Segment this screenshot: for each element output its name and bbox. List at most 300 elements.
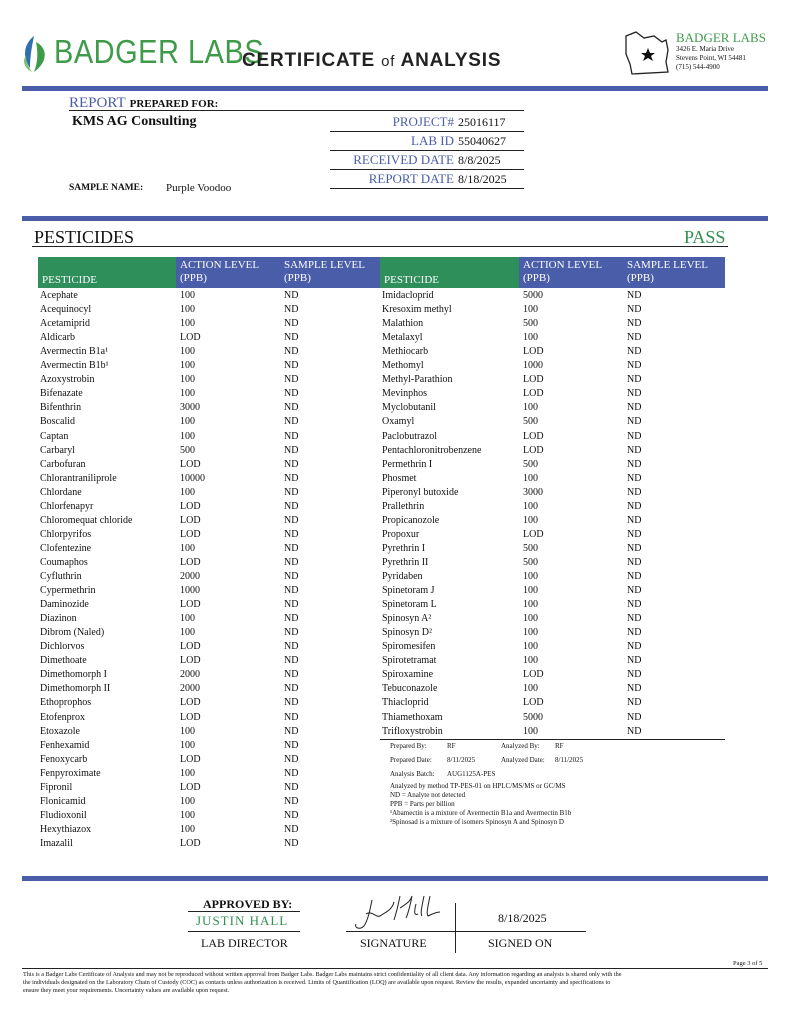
sample-level: ND [284,837,299,849]
sample-level: ND [627,444,642,456]
pesticide-name: Fipronil [40,781,73,793]
sample-level: ND [284,823,299,835]
pesticide-name: Fenpyroximate [40,767,101,779]
pesticide-name: Spiromesifen [382,641,436,653]
pesticide-name: Spinetoram J [382,585,435,597]
sample-level: ND [627,388,642,400]
action-level: 100 [180,613,195,625]
pesticide-name: Paclobutrazol [382,430,437,442]
pesticide-name: Etofenprox [40,711,85,723]
sample-level: ND [284,767,299,779]
action-level: LOD [523,444,544,456]
sample-level: ND [284,599,299,611]
sample-level: ND [627,416,642,428]
sample-level: ND [284,556,299,568]
action-level: LOD [523,430,544,442]
table-row [38,626,380,640]
table-row [38,598,380,612]
sample-level: ND [284,472,299,484]
table-row [38,401,380,415]
signed-on-label: SIGNED ON [488,936,553,950]
action-level: 100 [180,627,195,639]
left-header-pesticide: PESTICIDE [38,257,176,288]
table-row [38,387,380,401]
pesticide-name: Bifenazate [40,388,83,400]
table-row [38,837,380,851]
pesticide-name: Cyfluthrin [40,571,82,582]
leaf-logo-icon [20,34,50,74]
sample-level: ND [284,444,299,456]
sample-name-label: SAMPLE NAME: [69,183,144,193]
sample-level: ND [627,585,642,597]
pesticide-name: Ethoprophos [40,697,92,709]
header-divider [22,86,768,91]
table-row [38,739,380,753]
pesticide-name: Cypermethrin [40,585,96,597]
action-level: LOD [180,599,201,611]
client-name: KMS AG Consulting [72,114,197,129]
sample-level: ND [627,402,642,414]
lab-name: BADGER LABS [676,30,766,45]
sample-level: ND [627,683,642,695]
table-row [380,640,725,654]
action-level: LOD [180,556,201,568]
pesticide-name: Dimethomorph II [40,683,111,695]
table-row [380,725,725,740]
pesticide-name: Pyridaben [382,571,423,582]
sample-level: ND [627,500,642,512]
action-level: 100 [180,767,195,779]
action-level: 100 [523,627,538,639]
pesticide-name: Clofentezine [40,542,92,554]
sample-level: ND [284,753,299,765]
table-row [38,415,380,429]
table-row [380,359,725,373]
sample-level: ND [284,458,299,470]
action-level: LOD [180,641,201,653]
pesticide-name: Chloromequat chloride [40,514,133,526]
sample-level: ND [627,346,642,358]
table-row [380,486,725,500]
pesticide-name: Dimethomorph I [40,669,107,681]
table-row [38,359,380,373]
table-row [38,486,380,500]
sample-level: ND [284,514,299,526]
approved-by-label: APPROVED BY: [203,897,293,911]
sample-level: ND [627,599,642,611]
sample-level: ND [284,416,299,428]
table-row [38,430,380,444]
approver-title: LAB DIRECTOR [201,936,288,950]
action-level: 100 [523,514,538,526]
action-level: 100 [523,585,538,597]
action-level: LOD [180,837,201,849]
pesticide-name: Spiroxamine [382,669,434,681]
action-level: 3000 [180,402,200,414]
table-row [38,668,380,682]
table-row [380,444,725,458]
sample-level: ND [627,711,642,723]
sample-level: ND [627,290,642,301]
sample-level: ND [627,332,642,344]
pesticide-name: Pentachloronitrobenzene [382,444,482,456]
pesticide-name: Trifloxystrobin [382,725,443,737]
section-title-bar [32,228,728,247]
table-row [380,612,725,626]
pesticide-name: Aldicarb [40,332,75,344]
table-row [38,444,380,458]
sample-level: ND [284,683,299,695]
pesticide-name: Carbofuran [40,458,86,470]
pesticide-name: Spinosyn A² [382,613,432,625]
sample-level: ND [284,795,299,807]
table-row [38,711,380,725]
sample-level: ND [627,556,642,568]
pesticide-name: Spinosyn D² [382,627,432,639]
action-level: 500 [180,444,195,456]
pesticide-name: Methiocarb [382,346,429,358]
action-level: 100 [523,599,538,611]
pesticide-name: Bifenthrin [40,402,82,414]
pesticide-name: Myclobutanil [382,402,436,414]
sample-level: ND [627,486,642,498]
table-row [380,303,725,317]
table-row [380,500,725,514]
table-row [380,317,725,331]
report-fields: PROJECT# 25016117 LAB ID 55040627 RECEIVED DATE 8/8/2025 REPORT DATE 8/18/2025 [330,113,524,189]
pesticide-name: Dibrom (Naled) [40,627,105,639]
sample-level: ND [284,697,299,709]
pesticide-name: Pyrethrin II [382,556,429,568]
pesticide-name: Captan [40,430,69,442]
action-level: 500 [523,556,538,568]
signature-separator [455,903,456,953]
pesticide-name: Piperonyl butoxide [382,486,459,498]
pesticide-name: Boscalid [40,416,75,428]
table-row [380,430,725,444]
action-level: 100 [180,430,195,442]
sample-level: ND [627,318,642,330]
action-level: 100 [180,542,195,554]
action-level: 2000 [180,571,200,582]
sample-level: ND [284,360,299,372]
page-number: Page 3 of 5 [733,960,763,967]
action-level: LOD [180,781,201,793]
signature-image [350,890,450,934]
table-row [38,528,380,542]
pesticide-name: Propoxur [382,528,420,540]
action-level: LOD [180,458,201,470]
pesticide-name: Acetamiprid [40,318,90,330]
table-row [38,640,380,654]
left-header-sample: SAMPLE LEVEL (PPB) [280,257,380,288]
action-level: LOD [523,697,544,709]
action-level: 10000 [180,472,205,484]
signature-line [346,931,586,932]
action-level: 100 [180,388,195,400]
sample-level: ND [284,528,299,540]
table-row [380,668,725,682]
action-level: 100 [180,304,195,316]
table-row [38,682,380,696]
pesticide-name: Spirotetramat [382,655,437,667]
signed-date: 8/18/2025 [498,911,547,925]
table-row [38,458,380,472]
right-header-pesticide: PESTICIDE [380,257,519,288]
wisconsin-map-icon [622,28,674,78]
sample-level: ND [284,739,299,751]
footer-rule [22,968,768,969]
pesticide-name: Chlorfenapyr [40,500,94,512]
sample-level: ND [627,627,642,639]
sample-level: ND [284,402,299,414]
pesticide-name: Kresoxim methyl [382,304,452,316]
table-row [38,654,380,668]
action-level: 500 [523,416,538,428]
signature-label: SIGNATURE [360,936,427,950]
table-row [380,387,725,401]
sample-level: ND [284,346,299,358]
action-level: 5000 [523,711,543,723]
sample-level: ND [284,641,299,653]
action-level: 100 [523,571,538,582]
table-row [38,373,380,387]
table-row [380,626,725,640]
sample-name: Purple Voodoo [166,182,232,194]
table-row [38,303,380,317]
sample-level: ND [627,360,642,372]
action-level: LOD [523,374,544,386]
action-level: LOD [180,711,201,723]
action-level: LOD [180,655,201,667]
table-row [380,289,725,303]
table-row [38,345,380,359]
action-level: 500 [523,318,538,330]
table-row [38,823,380,837]
sample-level: ND [627,542,642,554]
action-level: 100 [180,346,195,358]
pesticide-name: Imidacloprid [382,290,434,301]
sample-level: ND [627,669,642,681]
action-level: 100 [180,725,195,737]
approval-divider [22,876,768,881]
report-prepared-for: REPORT PREPARED FOR: [69,94,524,111]
action-level: 100 [523,304,538,316]
action-level: 100 [523,472,538,484]
action-level: 100 [180,739,195,751]
table-row [380,542,725,556]
footer-disclaimer: This is a Badger Labs Certificate of Analysis and may not be reproduced without written approval from Badger Labs. Badger Labs maintains strict confidentiality of all client data. Any information regarding an analysis is shared only with the the individuals designated on the Laboratory Chain of Custody (COC) as contacts unless authorization is received. Limits of Quantification (LOQ) are available upon request. Review the results, expanded uncertainty and specifications to ensure they meet your requirements. Uncertainty values are available upon request. [23,971,622,995]
pesticide-name: Metalaxyl [382,332,423,344]
section-title: PESTICIDES [34,227,135,247]
logo-text: BADGER LABS [54,34,265,71]
sample-level: ND [284,613,299,625]
table-row [380,584,725,598]
pesticide-name: Hexythiazox [40,823,92,835]
sample-level: ND [284,374,299,386]
sample-level: ND [627,514,642,526]
table-row [380,472,725,486]
sample-level: ND [627,472,642,484]
sample-level: ND [627,641,642,653]
table-row [38,500,380,514]
table-row [380,514,725,528]
pesticide-name: Phosmet [382,472,417,484]
action-level: 1000 [523,360,543,372]
action-level: 2000 [180,683,200,695]
sample-level: ND [284,669,299,681]
pesticide-name: Acequinocyl [40,304,92,316]
action-level: LOD [523,388,544,400]
pesticide-name: Etoxazole [40,725,80,737]
table-row [380,458,725,472]
table-row [380,654,725,668]
table-row [38,317,380,331]
pesticide-name: Diazinon [40,613,77,625]
action-level: 100 [523,683,538,695]
action-level: LOD [180,500,201,512]
action-level: 500 [523,542,538,554]
pesticide-name: Mevinphos [382,388,427,400]
pesticide-name: Permethrin I [382,458,433,470]
right-header-action: ACTION LEVEL (PPB) [519,257,623,288]
pesticide-name: Prallethrin [382,500,425,512]
document-title: CERTIFICATE of ANALYSIS [242,50,502,71]
pesticide-name: Propicanozole [382,514,440,526]
action-level: LOD [523,669,544,681]
pesticide-name: Spinetoram L [382,599,437,611]
table-row [38,514,380,528]
action-level: LOD [180,514,201,526]
action-level: LOD [523,346,544,358]
table-row [38,781,380,795]
action-level: 100 [180,290,195,301]
sample-level: ND [627,458,642,470]
pesticide-name: Acephate [40,290,78,301]
action-level: 100 [523,500,538,512]
sample-level: ND [284,781,299,793]
sample-level: ND [284,430,299,442]
sample-level: ND [284,809,299,821]
pesticide-name: Avermectin B1b¹ [40,360,109,372]
sample-level: ND [627,697,642,709]
sample-level: ND [627,304,642,316]
action-level: 100 [180,360,195,372]
sample-level: ND [284,585,299,597]
sample-level: ND [284,486,299,498]
sample-level: ND [284,725,299,737]
left-header-action: ACTION LEVEL (PPB) [176,257,280,288]
pesticide-name: Methyl-Parathion [382,374,453,386]
action-level: LOD [180,697,201,709]
pesticide-name: Dimethoate [40,655,87,667]
action-level: LOD [180,528,201,540]
action-level: 3000 [523,486,543,498]
action-level: 100 [180,809,195,821]
pesticide-name: Fenhexamid [40,739,90,751]
pesticide-name: Chlorpyrifos [40,528,92,540]
pesticide-name: Fenoxycarb [40,753,88,765]
pesticide-name: Malathion [382,318,424,330]
pesticide-name: Carbaryl [40,444,75,456]
sample-level: ND [284,290,299,301]
action-level: 100 [523,655,538,667]
pesticide-name: Thiamethoxam [382,711,443,723]
table-row [38,472,380,486]
pesticide-name: Tebuconazole [382,683,438,695]
sample-level: ND [284,318,299,330]
table-row [380,598,725,612]
table-row [380,373,725,387]
pesticide-name: Daminozide [40,599,89,611]
action-level: 1000 [180,585,200,597]
pesticide-name: Chlorantraniliprole [40,472,117,484]
pass-badge: PASS [684,227,726,247]
sample-level: ND [284,627,299,639]
right-header-sample: SAMPLE LEVEL (PPB) [623,257,725,288]
table-row [380,401,725,415]
action-level: 100 [523,332,538,344]
action-level: 2000 [180,669,200,681]
table-row [38,725,380,739]
table-row [380,682,725,696]
section-divider [22,216,768,221]
sample-level: ND [284,332,299,344]
table-row [38,753,380,767]
table-row [380,556,725,570]
action-level: 100 [180,416,195,428]
sample-level: ND [284,571,299,582]
action-level: LOD [180,753,201,765]
pesticide-name: Chlordane [40,486,82,498]
action-level: 100 [180,374,195,386]
pesticide-name: Thiacloprid [382,697,429,709]
sample-level: ND [627,655,642,667]
pesticide-name: Methomyl [382,360,424,372]
sample-level: ND [284,655,299,667]
table-row [38,767,380,781]
table-row [38,289,380,303]
action-level: 5000 [523,290,543,301]
table-row [380,711,725,725]
sample-level: ND [284,711,299,723]
sample-level: ND [627,613,642,625]
action-level: 100 [180,823,195,835]
action-level: 500 [523,458,538,470]
pesticide-name: Imazalil [40,837,73,849]
sample-level: ND [284,500,299,512]
table-row [38,570,380,584]
sample-level: ND [627,528,642,540]
action-level: 100 [180,486,195,498]
table-row [380,415,725,429]
table-row [380,528,725,542]
approver-name: JUSTIN HALL [196,913,289,928]
table-row [38,809,380,823]
action-level: LOD [180,332,201,344]
table-row [380,570,725,584]
action-level: 100 [523,641,538,653]
action-level: 100 [180,318,195,330]
table-row [38,696,380,710]
action-level: 100 [523,402,538,414]
action-level: 100 [180,795,195,807]
pesticide-name: Oxamyl [382,416,415,428]
sample-level: ND [627,430,642,442]
analysis-notes: Prepared By: RF Analyzed By: RF Prepared Date: 8/11/2025 Analyzed Date: 8/11/2025 Analysis Batch: AUG1125A-PES Analyzed by method TP-PES-01 on HPLC/MS/MS or GC/MS ND = Analyte not detected PPB = Parts per billion ¹Abamectin is a mixture of Avermectin B1a and Avermectin B1b ²Spinosad is a mixture of isomers Spinosyn A and Spinosyn D [390,742,584,826]
table-row [380,696,725,710]
sample-level: ND [627,571,642,582]
